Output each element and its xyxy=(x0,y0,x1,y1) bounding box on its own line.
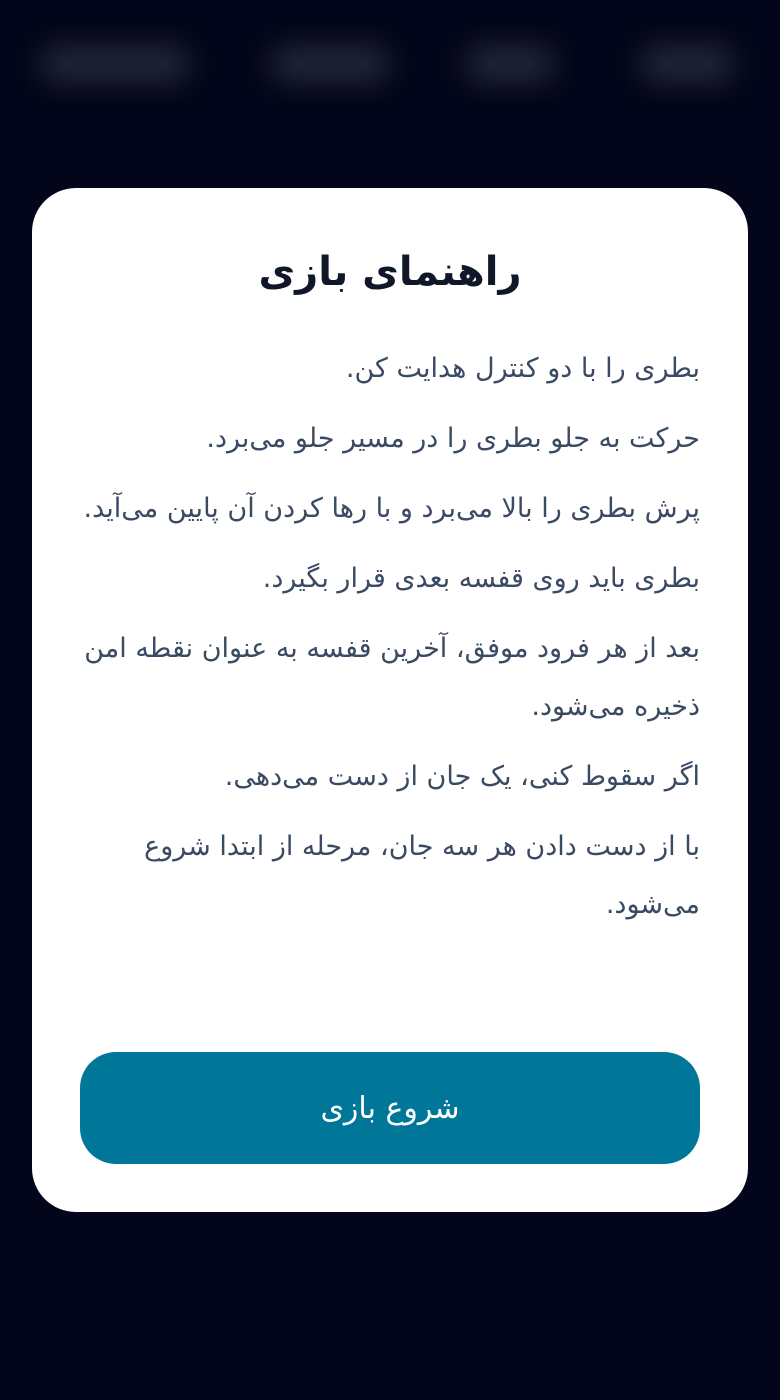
rule-item: بطری باید روی قفسه بعدی قرار بگیرد. xyxy=(262,563,700,594)
blurred-hud-item xyxy=(465,46,555,82)
blurred-hud-item xyxy=(270,46,390,82)
rule-item: بعد از هر فرود موفق، آخرین قفسه به عنوان نقطه امن ذخیره می‌شود. xyxy=(84,633,700,722)
rule-item: بطری را با دو کنترل هدایت کن. xyxy=(345,353,700,384)
rule-item: پرش بطری را بالا می‌برد و با رها کردن آن پایین می‌آید. xyxy=(83,493,700,524)
rule-item: با از دست دادن هر سه جان، مرحله از ابتدا شروع می‌شود. xyxy=(144,831,700,920)
blurred-hud-item xyxy=(640,46,735,82)
rules-list xyxy=(80,340,700,934)
blurred-hud-item xyxy=(40,46,190,82)
rule-item: حرکت به جلو بطری را در مسیر جلو می‌برد. xyxy=(206,423,700,454)
start-game-button[interactable]: شروع بازی xyxy=(80,1052,700,1164)
rule-item: اگر سقوط کنی، یک جان از دست می‌دهی. xyxy=(224,761,700,792)
game-guide-modal xyxy=(32,188,748,1212)
modal-title: راهنمای بازی xyxy=(258,249,522,295)
